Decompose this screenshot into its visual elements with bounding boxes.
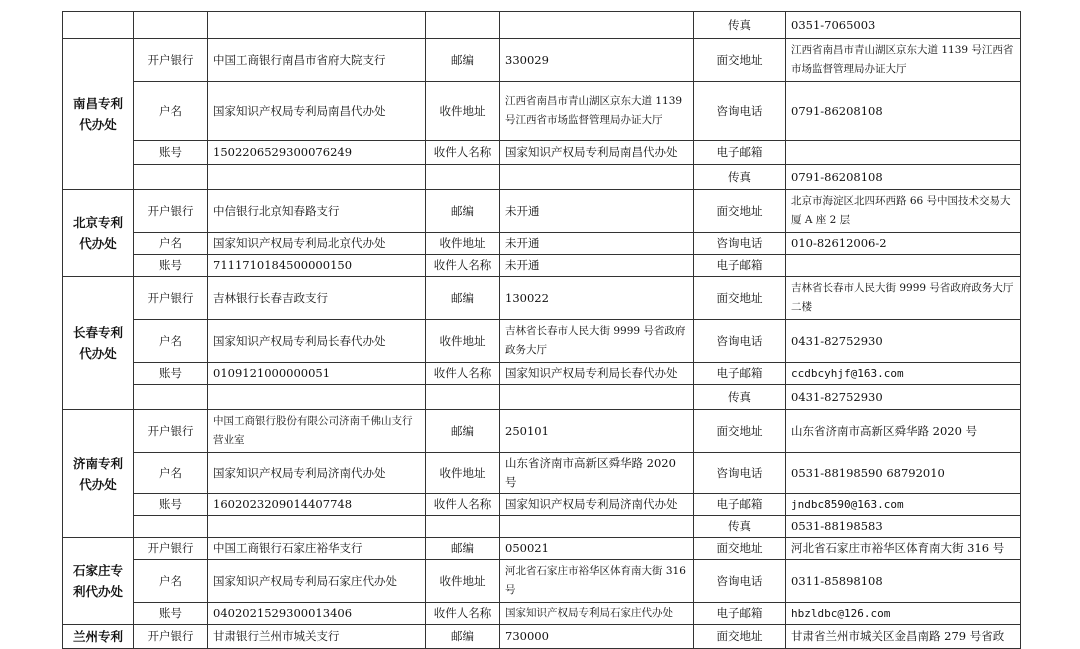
bank-label: 开户银行 [134,410,208,453]
bank-value: 中国工商银行股份有限公司济南千佛山支行营业室 [208,410,426,453]
account-no-label: 账号 [134,363,208,385]
account-no-value: 1602023209014407748 [208,494,426,516]
phone-value: 0791-86208108 [786,82,1021,141]
table-row [63,385,1021,410]
phone-value: 010-82612006-2 [786,233,1021,255]
recv-address-value: 山东省济南市高新区舜华路 2020 号 [500,453,694,494]
account-name-label: 户名 [134,560,208,603]
phone-value: 0431-82752930 [786,320,1021,363]
account-no-value: 1502206529300076249 [208,141,426,165]
table-row [63,12,1021,39]
postcode-label: 邮编 [426,625,500,649]
phone-value: 0531-88198590 68792010 [786,453,1021,494]
account-no-value: 0402021529300013406 [208,603,426,625]
email-value: hbzldbc@126.com [786,603,1021,625]
bank-label: 开户银行 [134,625,208,649]
email-label: 电子邮箱 [694,363,786,385]
postcode-label: 邮编 [426,190,500,233]
inperson-address-label: 面交地址 [694,277,786,320]
recv-address-value: 江西省南昌市青山湖区京东大道 1139 号江西省市场监督管理局办证大厅 [500,82,694,141]
document-page [62,11,1020,649]
account-no-label: 账号 [134,141,208,165]
phone-value: 0311-85898108 [786,560,1021,603]
account-no-value: 0109121000000051 [208,363,426,385]
table-row [63,516,1021,538]
postcode-value: 250101 [500,410,694,453]
recipient-label: 收件人名称 [426,603,500,625]
email-label: 电子邮箱 [694,141,786,165]
office-name: 长春专利代办处 [63,277,134,410]
recv-address-label: 收件地址 [426,233,500,255]
account-no-label: 账号 [134,255,208,277]
fax-label: 传真 [694,12,786,39]
account-name-label: 户名 [134,453,208,494]
bank-value: 吉林银行长春吉政支行 [208,277,426,320]
recipient-label: 收件人名称 [426,363,500,385]
account-name-value: 国家知识产权局专利局长春代办处 [208,320,426,363]
recipient-value: 国家知识产权局专利局石家庄代办处 [500,603,694,625]
table-row [63,255,1021,277]
bank-label: 开户银行 [134,190,208,233]
table-row [63,320,1021,363]
inperson-address-value: 北京市海淀区北四环西路 66 号中国技术交易大厦 A 座 2 层 [786,190,1021,233]
recv-address-label: 收件地址 [426,560,500,603]
phone-label: 咨询电话 [694,320,786,363]
postcode-label: 邮编 [426,39,500,82]
table-row [63,165,1021,190]
table-row [63,39,1021,82]
inperson-address-label: 面交地址 [694,39,786,82]
bank-label: 开户银行 [134,39,208,82]
bank-value: 中信银行北京知春路支行 [208,190,426,233]
postcode-value: 050021 [500,538,694,560]
table-row [63,625,1021,649]
table-row [63,453,1021,494]
fax-label: 传真 [694,516,786,538]
email-label: 电子邮箱 [694,494,786,516]
bank-value: 中国工商银行南昌市省府大院支行 [208,39,426,82]
inperson-address-value: 甘肃省兰州市城关区金昌南路 279 号省政 [786,625,1021,649]
table-row [63,538,1021,560]
inperson-address-value: 江西省南昌市青山湖区京东大道 1139 号江西省市场监督管理局办证大厅 [786,39,1021,82]
account-no-value: 7111710184500000150 [208,255,426,277]
email-value: jndbc8590@163.com [786,494,1021,516]
inperson-address-value: 山东省济南市高新区舜华路 2020 号 [786,410,1021,453]
account-name-value: 国家知识产权局专利局济南代办处 [208,453,426,494]
account-name-value: 国家知识产权局专利局南昌代办处 [208,82,426,141]
fax-value: 0791-86208108 [786,165,1021,190]
table-row [63,363,1021,385]
patent-office-table [62,11,1021,649]
fax-value: 0351-7065003 [786,12,1021,39]
email-label: 电子邮箱 [694,255,786,277]
table-row [63,603,1021,625]
fax-value: 0531-88198583 [786,516,1021,538]
postcode-label: 邮编 [426,277,500,320]
recipient-label: 收件人名称 [426,494,500,516]
email-value [786,255,1021,277]
table-row [63,560,1021,603]
bank-label: 开户银行 [134,277,208,320]
email-value [786,141,1021,165]
bank-value: 甘肃银行兰州市城关支行 [208,625,426,649]
postcode-value: 未开通 [500,190,694,233]
recipient-value: 国家知识产权局专利局南昌代办处 [500,141,694,165]
inperson-address-value: 河北省石家庄市裕华区体育南大街 316 号 [786,538,1021,560]
email-label: 电子邮箱 [694,603,786,625]
bank-label: 开户银行 [134,538,208,560]
recv-address-label: 收件地址 [426,82,500,141]
table-row [63,410,1021,453]
recipient-label: 收件人名称 [426,141,500,165]
office-name: 兰州专利 [63,625,134,649]
table-row [63,190,1021,233]
postcode-value: 330029 [500,39,694,82]
postcode-value: 730000 [500,625,694,649]
recv-address-label: 收件地址 [426,453,500,494]
recipient-value: 国家知识产权局专利局长春代办处 [500,363,694,385]
phone-label: 咨询电话 [694,82,786,141]
recipient-label: 收件人名称 [426,255,500,277]
phone-label: 咨询电话 [694,233,786,255]
fax-label: 传真 [694,165,786,190]
office-name: 南昌专利代办处 [63,39,134,190]
table-row [63,233,1021,255]
postcode-label: 邮编 [426,410,500,453]
office-name: 石家庄专利代办处 [63,538,134,625]
recv-address-value: 未开通 [500,233,694,255]
account-name-value: 国家知识产权局专利局北京代办处 [208,233,426,255]
account-no-label: 账号 [134,603,208,625]
recv-address-value: 河北省石家庄市裕华区体育南大街 316 号 [500,560,694,603]
inperson-address-label: 面交地址 [694,410,786,453]
phone-label: 咨询电话 [694,453,786,494]
account-name-label: 户名 [134,233,208,255]
inperson-address-label: 面交地址 [694,625,786,649]
fax-label: 传真 [694,385,786,410]
recipient-value: 国家知识产权局专利局济南代办处 [500,494,694,516]
fax-value: 0431-82752930 [786,385,1021,410]
table-row [63,82,1021,141]
inperson-address-label: 面交地址 [694,538,786,560]
inperson-address-label: 面交地址 [694,190,786,233]
recv-address-label: 收件地址 [426,320,500,363]
recipient-value: 未开通 [500,255,694,277]
account-no-label: 账号 [134,494,208,516]
account-name-label: 户名 [134,320,208,363]
recv-address-value: 吉林省长春市人民大街 9999 号省政府政务大厅 [500,320,694,363]
account-name-value: 国家知识产权局专利局石家庄代办处 [208,560,426,603]
table-row [63,141,1021,165]
postcode-value: 130022 [500,277,694,320]
table-row [63,277,1021,320]
email-value: ccdbcyhjf@163.com [786,363,1021,385]
postcode-label: 邮编 [426,538,500,560]
account-name-label: 户名 [134,82,208,141]
office-name: 济南专利代办处 [63,410,134,538]
table-row [63,494,1021,516]
inperson-address-value: 吉林省长春市人民大街 9999 号省政府政务大厅二楼 [786,277,1021,320]
bank-value: 中国工商银行石家庄裕华支行 [208,538,426,560]
phone-label: 咨询电话 [694,560,786,603]
office-name: 北京专利代办处 [63,190,134,277]
